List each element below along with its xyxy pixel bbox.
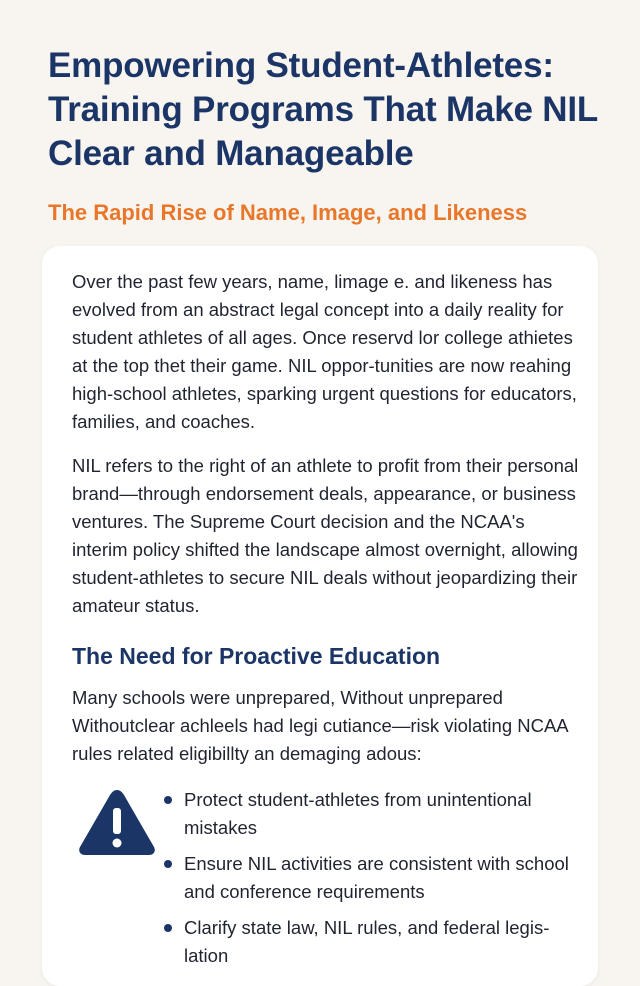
list-item [162, 786, 592, 842]
list-item-text: Protect student-athletes from unintentional mistakes [184, 789, 532, 838]
bullet-dot [164, 860, 172, 868]
intro-paragraph: Over the past few years, name, limage e. and likeness has evolved from an abstract legal concept into a daily reality for student athletes of all ages. Once reservd lor college athietes at the top thet their game. NIL oppor-tunities are now reahing high-school athletes, sparking urgent questions for educators, families, and coaches. [72, 271, 577, 432]
bullet-dot [164, 924, 172, 932]
list-item [162, 914, 592, 970]
bullet-dot [164, 796, 172, 804]
page-title: Empowering Student-Athletes: Training Programs That Make NIL Clear and Manageable [48, 46, 598, 173]
section-intro-paragraph: Many schools were unprepared, Without unprepared Withoutclear achleels had legi cutiance—risk violating NCAA rules related eligibillty an demaging adous: [72, 687, 568, 764]
list-item [162, 850, 592, 906]
section-heading: The Need for Proactive Education [72, 643, 441, 669]
warning-triangle-icon [76, 786, 158, 858]
list-item-text: Ensure NIL activities are consistent with school and conference requirements [184, 853, 569, 902]
bullet-list [162, 786, 592, 978]
section-subtitle: The Rapid Rise of Name, Image, and Likeness [48, 200, 528, 225]
content-card [42, 246, 598, 986]
card-body [72, 268, 582, 966]
bullet-area [72, 786, 582, 966]
list-item-text: Clarify state law, NIL rules, and federal legis-lation [184, 917, 550, 966]
nil-definition-paragraph: NIL refers to the right of an athlete to profit from their personal brand—through endorsement deals, appearance, or business ventures. The Supreme Court decision and the NCAA's interim policy shifted the landscape almost overnight, allowing student-athletes to secure NIL deals without jeopardizing their amateur status. [72, 455, 579, 616]
